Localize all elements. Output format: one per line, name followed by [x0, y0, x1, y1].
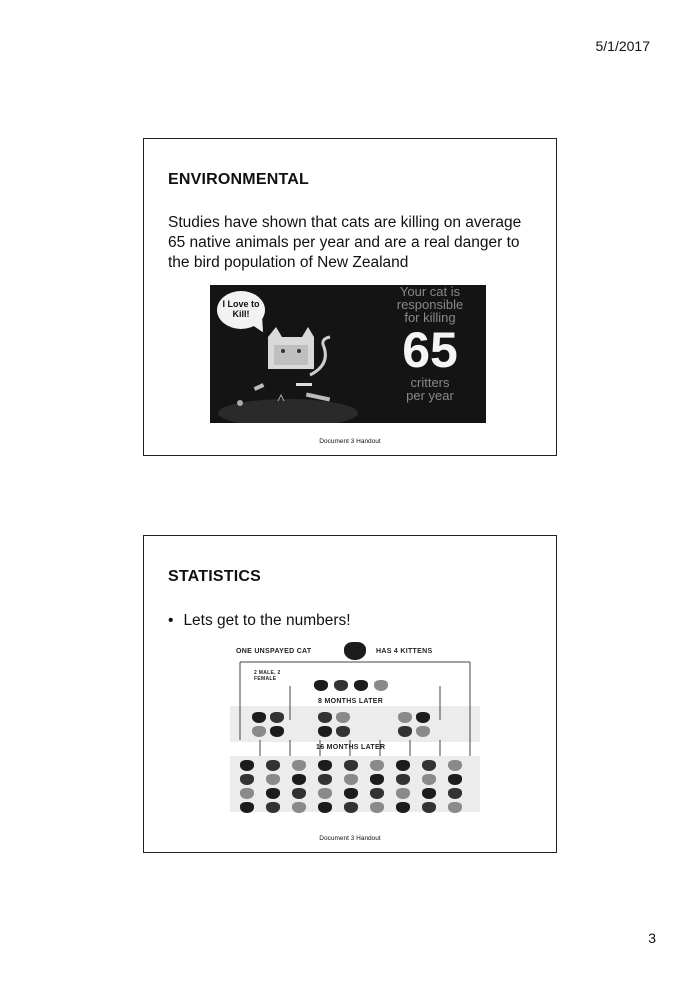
cat-icon [416, 712, 430, 723]
cat-icon [318, 760, 332, 771]
cat-icon [396, 760, 410, 771]
cat-icon [448, 760, 462, 771]
cat-icon [318, 726, 332, 737]
slide-footer: Document 3 Handout [319, 835, 381, 842]
cat-icon [292, 760, 306, 771]
promo-line: Your cat is [399, 285, 461, 299]
diagram-label: 16 MONTHS LATER [316, 744, 386, 751]
cat-icon [318, 774, 332, 785]
speech-bubble: I Love to Kill! [217, 291, 265, 329]
slide-title: STATISTICS [168, 568, 261, 585]
promo-text [380, 285, 480, 402]
cat-icon [252, 712, 266, 723]
cat-icon [292, 802, 306, 813]
cat-icon [422, 802, 436, 813]
cat-icon [266, 760, 280, 771]
cat-icon [448, 802, 462, 813]
cat-population-diagram [230, 640, 480, 816]
cat-icon [336, 726, 350, 737]
bullet-item [168, 612, 351, 630]
cat-icon [344, 774, 358, 785]
bullet-dot: • [168, 612, 174, 629]
cat-icon [396, 788, 410, 799]
cat-icon [422, 774, 436, 785]
cat-icon [396, 774, 410, 785]
promo-line: for killing [404, 310, 456, 325]
diagram-label: 8 MONTHS LATER [318, 698, 384, 705]
cat-icon [240, 760, 254, 771]
cat-icon [240, 802, 254, 813]
cat-icon [210, 285, 370, 423]
promo-line: responsible [396, 297, 464, 312]
cat-icon [318, 788, 332, 799]
bullet-text: Lets get to the numbers! [183, 612, 351, 629]
cat-icon [422, 760, 436, 771]
cat-icon [318, 712, 332, 723]
cat-kill-infographic [210, 285, 486, 423]
cat-icon [344, 760, 358, 771]
cat-icon [336, 712, 350, 723]
cat-icon [374, 680, 388, 691]
cat-icon [314, 680, 328, 691]
cat-icon [398, 726, 412, 737]
cat-icon [370, 788, 384, 799]
cat-icon [240, 788, 254, 799]
cat-icon [416, 726, 430, 737]
cat-icon [422, 788, 436, 799]
slide-statistics [143, 535, 557, 853]
cat-icon [370, 774, 384, 785]
cat-icon [318, 802, 332, 813]
cat-icon [270, 726, 284, 737]
promo-line: per year [406, 388, 454, 403]
cat-icon [354, 680, 368, 691]
cat-icon [448, 788, 462, 799]
cat-icon [266, 802, 280, 813]
cat-icon [270, 712, 284, 723]
diagram-label: HAS 4 KITTENS [376, 648, 433, 655]
cat-icon [252, 726, 266, 737]
cat-icon [266, 774, 280, 785]
cat-icon [266, 788, 280, 799]
slide-footer: Document 3 Handout [319, 438, 381, 445]
page-number: 3 [648, 930, 656, 946]
cat-icon [448, 774, 462, 785]
cat-icon [344, 802, 358, 813]
diagram-label: 2 MALE, 2 FEMALE [254, 670, 281, 682]
cat-icon [396, 802, 410, 813]
slide-title: ENVIRONMENTAL [168, 171, 309, 188]
cat-icon [370, 760, 384, 771]
cat-icon [398, 712, 412, 723]
cat-icon [334, 680, 348, 691]
date-header: 5/1/2017 [595, 38, 650, 54]
cat-icon [370, 802, 384, 813]
cat-icon [292, 774, 306, 785]
cat-icon [344, 788, 358, 799]
diagram-label: ONE UNSPAYED CAT [236, 648, 312, 655]
slide-environmental [143, 138, 557, 456]
cat-icon [292, 788, 306, 799]
cat-icon [240, 774, 254, 785]
promo-number: 65 [402, 322, 458, 378]
slide-body: Studies have shown that cats are killing on average 65 native animals per year and are a real danger to the bird population of New Zealand [168, 214, 522, 271]
promo-line: critters [410, 375, 450, 390]
